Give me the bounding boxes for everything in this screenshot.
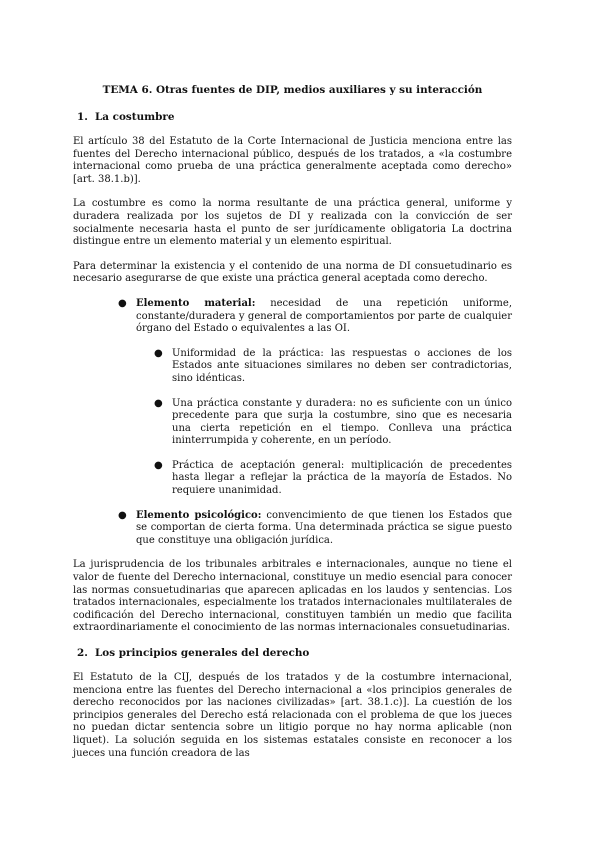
section-heading-text: La costumbre: [95, 111, 175, 123]
list-item-psicologico: [73, 510, 512, 548]
sublist-text: Uniformidad de la práctica: las respuestas o acciones de los Estados ante situaciones similares no deben ser contradictorias, sino idénticas.: [172, 347, 512, 384]
bullet-icon: ●: [154, 347, 163, 359]
section-heading-costumbre: [73, 111, 512, 124]
material-sublist: [136, 348, 512, 498]
sublist-item-uniformidad: [136, 348, 512, 386]
elements-list: [73, 298, 512, 548]
section-number: 2.: [77, 647, 88, 659]
section-heading-text: Los principios generales del derecho: [95, 647, 310, 659]
paragraph-existence: Para determinar la existencia y el contenido de una norma de DI consuetudinario es necesario asegurarse de que existe una práctica general aceptada como derecho.: [73, 260, 512, 285]
paragraph-estatuto-cij: El Estatuto de la CIJ, después de los tratados y de la costumbre internacional, menciona entre las fuentes del Derecho internacional a «los principios generales de derecho reconocidos por las naciones civilizadas» [art. 38.1.c)]. La cuestión de los principios generales del Derecho está relacionada con el problema de que los jueces no puedan dictar sentencia sobre un litigio porque no hay norma aplicable (non liquet). La solución seguida en los sistemas estatales consiste en reconocer a los jueces una función creadora de las: [73, 672, 512, 759]
page-title: TEMA 6. Otras fuentes de DIP, medios auxiliares y su interacción: [102, 84, 483, 96]
section-heading-principios: [73, 647, 512, 660]
psicologico-label: Elemento psicológico:: [136, 509, 262, 521]
bullet-icon: ●: [118, 297, 127, 309]
sublist-item-constante: [136, 398, 512, 448]
sublist-text: Práctica de aceptación general: multiplicación de precedentes hasta llegar a reflejar la práctica de la mayoría de Estados. No requiere unanimidad.: [172, 459, 512, 497]
section-number: 1.: [77, 111, 88, 123]
paragraph-definition: La costumbre es como la norma resultante de una práctica general, uniforme y duradera realizada por los sujetos de DI y realizada con la convicción de ser socialmente necesaria hasta el punto de ser jurídicamente obligatoria La doctrina distingue entre un elemento material y un elemento espiritual.: [73, 198, 512, 248]
sublist-text: Una práctica constante y duradera: no es suficiente con un único precedente para que surja la costumbre, sino que es necesaria una cierta repetición en el tiempo. Conlleva una práctica ininterrumpida y coherente, en un período.: [172, 397, 512, 447]
paragraph-jurisprudencia: La jurisprudencia de los tribunales arbitrales e internacionales, aunque no tiene el valor de fuente del Derecho internacional, constituye un medio esencial para conocer las normas consuetudinarias que aparecen aplicadas en los laudos y sentencias. Los tratados internacionales, especialmente los tratados internacionales multilaterales de codificación del Derecho internacional, constituyen también un medio que facilita extraordinariamente el conocimiento de las normas internacionales consuetudinarias.: [73, 559, 512, 634]
material-text: necesidad de una repetición uniforme, constante/duradera y general de comportamientos por parte de cualquier órgano del Estado o equivalentes a las OI.: [136, 297, 512, 335]
psicologico-text: convencimiento de que tienen los Estados que se comportan de cierta forma. Una determinada práctica se sigue puesto que constituye una obligación jurídica.: [136, 509, 512, 546]
bullet-icon: ●: [154, 459, 163, 471]
bullet-icon: ●: [154, 397, 163, 409]
list-item-material: [73, 298, 512, 498]
bullet-icon: ●: [118, 509, 127, 521]
material-label: Elemento material:: [136, 297, 256, 309]
sublist-item-aceptacion: [136, 460, 512, 498]
paragraph-art38: El artículo 38 del Estatuto de la Corte Internacional de Justicia menciona entre las fuentes del Derecho internacional público, después de los tratados, a «la costumbre internacional como prueba de una práctica generalmente aceptada como derecho» [art. 38.1.b)].: [73, 136, 512, 185]
